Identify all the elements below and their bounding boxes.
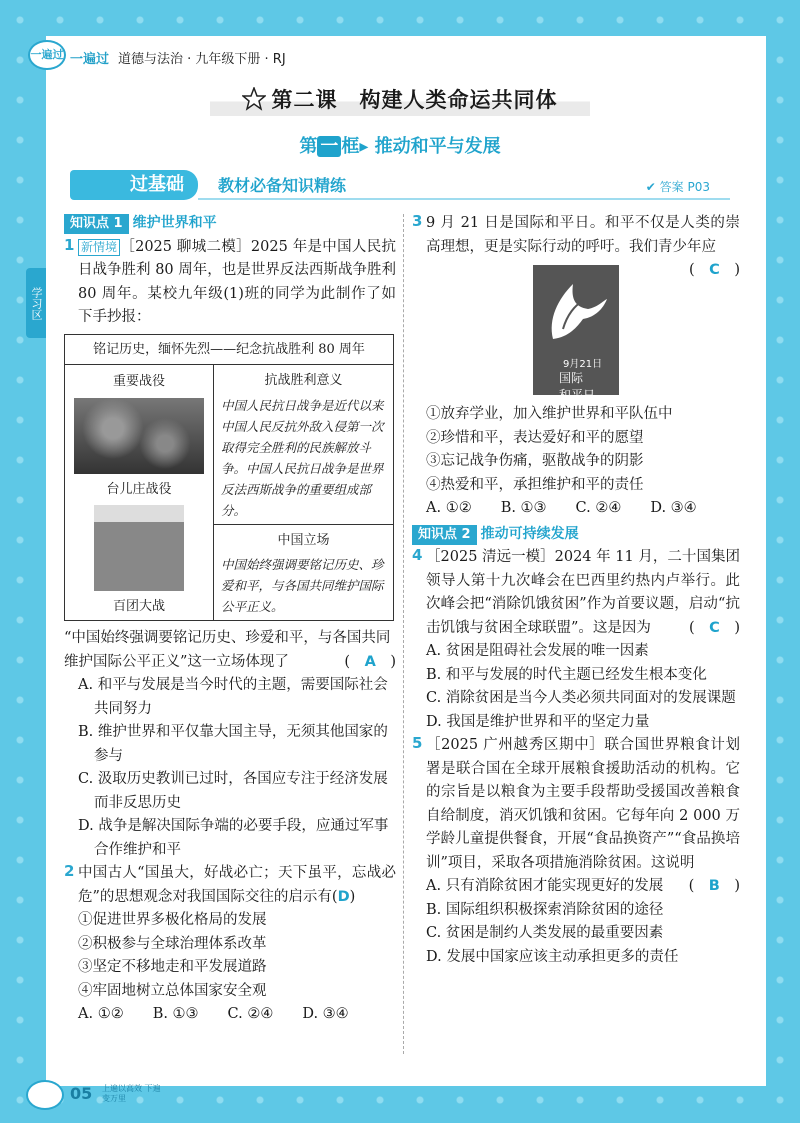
- q2-number: 2: [64, 862, 75, 880]
- q3-item-2: ②珍惜和平，表达爱好和平的愿望: [426, 429, 644, 446]
- q1-option-b: B. 维护世界和平仅靠大国主导，无须其他国家的参与: [78, 724, 388, 764]
- q1-answer-letter: A: [364, 653, 376, 670]
- q1-stem-text: “中国始终强调要铭记历史、珍爱和平，与各国共同维护国际公平正义”这一立场体现了: [64, 630, 391, 670]
- q5-text: ［2025 广州越秀区期中］联合国世界粮食计划署是联合国在全球开展粮食援助活动的机构。它的宗旨是以粮食为主要手段帮助受援国改善粮食自给制度，消灭饥饿和贫困。它每年向 2 000 万学龄儿童提供餐食，开展“食品换资产”“食品换培训”项目，采取各项措施消除贫困。这说明: [426, 737, 740, 871]
- question-1: [64, 236, 396, 330]
- page-number: 05: [70, 1084, 93, 1103]
- q1-option-a: A. 和平与发展是当今时代的主题，需要国际社会共同努力: [78, 677, 388, 717]
- q1-number: 1: [64, 235, 75, 254]
- kp1-badge: 知识点 1: [64, 214, 129, 234]
- q3-choices: A. ①② B. ①③ C. ②④ D. ③④: [426, 500, 697, 516]
- footer-mascot: [26, 1080, 64, 1110]
- breadcrumb: 道德与法治 · 九年级下册 · RJ: [118, 52, 286, 67]
- q1-answer: ( A ): [344, 653, 396, 670]
- q4-text: ［2025 清远一模］2024 年 11 月，二十国集团领导人第十九次峰会在巴西里约热内卢举行。此次峰会把“消除饥饿贫困”作为首要议题，启动“抗击饥饿与贫困全球联盟”。这是因为: [426, 549, 740, 636]
- q1-tag: 新情境: [78, 239, 120, 256]
- side-tab: 学习区: [26, 268, 46, 338]
- poster-label: [559, 369, 595, 403]
- q1-option-d: D. 战争是解决国际争端的必要手段，应通过军事合作维护和平: [78, 818, 389, 858]
- significance-title: 抗战胜利意义: [264, 373, 343, 388]
- question-2: 2 中国古人“国虽大，好战必亡；天下虽平，忘战必危”的思想观念对我国国际交往的启示有(D): [64, 862, 396, 905]
- q2-text: 中国古人“国虽大，好战必亡；天下虽平，忘战必危”的思想观念对我国国际交往的启示有(: [78, 865, 396, 905]
- frame-title: [0, 132, 800, 158]
- q2-item-2: ②积极参与全球治理体系改革: [78, 935, 267, 952]
- q5-option-a: A. 只有消除贫困才能实现更好的发展: [426, 878, 664, 894]
- stance-cell: [214, 524, 394, 621]
- q5-option-c: C. 贫困是制约人类发展的最重要因素: [426, 925, 664, 941]
- mascot-logo: 一遍过: [28, 40, 66, 70]
- q4-answer: ( C ): [689, 619, 740, 636]
- poster-word-2: 和平日: [559, 388, 596, 402]
- frame-prefix: 第: [299, 136, 318, 157]
- q3-number: 3: [412, 212, 423, 230]
- section-bar: [70, 170, 730, 200]
- section-subtitle: 教材必备知识精练: [218, 176, 347, 195]
- handmade-poster-table: [64, 334, 394, 622]
- kp1-title: 维护世界和平: [132, 215, 217, 231]
- star-icon: [242, 87, 266, 111]
- q5-number: 5: [412, 734, 423, 752]
- q4-option-b: B. 和平与发展的时代主题已经发生根本变化: [426, 666, 707, 683]
- kp2-title: 推动可持续发展: [480, 525, 579, 542]
- battles-cell: [65, 365, 214, 621]
- taierzhuang-photo: [74, 398, 204, 474]
- q3-answer: ( C ): [689, 262, 740, 278]
- stance-text: 中国始终强调要铭记历史、珍爱和平，与各国共同维护国际公平正义。: [221, 557, 384, 614]
- q5-answer: ( B ): [688, 878, 740, 894]
- brand-label: 一遍过: [70, 52, 110, 67]
- q2-item-1: ①促进世界多极化格局的发展: [78, 912, 267, 928]
- q4-option-a: A. 贫困是阻碍社会发展的唯一因素: [426, 643, 649, 659]
- frame-suffix: 框▸ 推动和平与发展: [341, 136, 501, 157]
- dove-icon: [543, 279, 609, 349]
- q3-answer-letter: C: [709, 262, 720, 278]
- q5-option-b: B. 国际组织积极探索消除贫困的途径: [426, 901, 664, 918]
- column-divider: [403, 214, 404, 1054]
- peace-day-poster: [533, 265, 619, 402]
- battles-title: 重要战役: [112, 374, 165, 389]
- q3-item-3: ③忘记战争伤痛，驱散战争的阴影: [426, 453, 644, 469]
- right-column: [412, 212, 740, 969]
- question-3: [412, 212, 740, 278]
- q3-text: 9 月 21 日是国际和平日。和平不仅是人类的崇高理想，更是实际行动的呼吁。我们青少年应: [426, 215, 740, 255]
- hundred-regiments-photo: [94, 505, 184, 591]
- frame-number: 一: [317, 136, 341, 157]
- kp2-badge: 知识点 2: [412, 525, 477, 545]
- q4-option-c: C. 消除贫困是当今人类必须共同面对的发展课题: [426, 690, 736, 706]
- q2-choices: A. ①② B. ①③ C. ②④ D. ③④: [78, 1006, 349, 1022]
- q5-option-d: D. 发展中国家应该主动承担更多的责任: [426, 948, 679, 965]
- q5-answer-letter: B: [708, 878, 720, 894]
- q2-item-3: ③坚定不移地走和平发展道路: [78, 959, 267, 975]
- poster-date: 9月21日: [563, 359, 603, 370]
- q1-text: ［2025 聊城二模］2025 年是中国人民抗日战争胜利 80 周年，也是世界反法西斯战争胜利 80 周年。某校九年级(1)班的同学为此制作了如下手抄报：: [78, 238, 396, 325]
- footer-slogan: 上遍以高效 下遍变万里: [102, 1084, 161, 1103]
- q3-item-4: ④热爱和平，承担维护和平的责任: [426, 476, 644, 493]
- lesson-title: 第二课 构建人类命运共同体: [271, 88, 558, 112]
- taierzhuang-caption: 台儿庄战役: [106, 481, 172, 497]
- section-underline: [198, 198, 730, 200]
- q2-answer: D: [337, 888, 350, 905]
- poster-word-1: 国际: [559, 371, 584, 385]
- q1-stem: [64, 627, 396, 674]
- left-column: [64, 212, 396, 1027]
- hundred-regiments-caption: 百团大战: [112, 599, 165, 614]
- q4-option-d: D. 我国是维护世界和平的坚定力量: [426, 713, 650, 730]
- section-tab: 过基础: [70, 170, 198, 200]
- answer-reference: ✔ 答案 P03: [645, 180, 710, 194]
- q4-number: 4: [412, 546, 423, 564]
- significance-cell: [214, 365, 394, 525]
- significance-text: 中国人民抗日战争是近代以来中国人民反抗外敌入侵第一次取得完全胜利的民族解放斗争。中国人民抗日战争是世界反法西斯战争的重要组成部分。: [221, 397, 384, 518]
- stance-title: 中国立场: [277, 532, 330, 548]
- q2-item-4: ④牢固地树立总体国家安全观: [78, 982, 267, 999]
- question-4: [412, 546, 740, 640]
- q4-answer-letter: C: [709, 619, 720, 636]
- q1-option-c: C. 汲取历史教训已过时，各国应专注于经济发展而非反思历史: [78, 771, 388, 811]
- lesson-heading: [210, 84, 590, 116]
- q3-item-1: ①放弃学业，加入维护世界和平队伍中: [426, 406, 673, 422]
- poster-head: 铭记历史，缅怀先烈——纪念抗战胜利 80 周年: [65, 334, 394, 365]
